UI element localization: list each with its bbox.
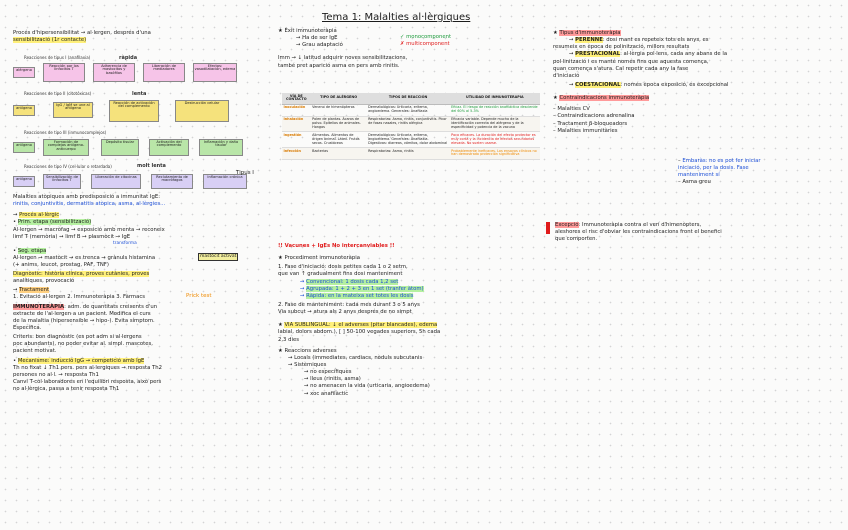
contra-1: – Malalties CV: [553, 106, 590, 113]
prim-line-1: Al·lergen → macròfag → exposició amb menta → reconeix: [13, 226, 165, 233]
table-header: TIPO DE ALÉRGENO: [311, 93, 367, 104]
contra-4: – Malalties immunitàries: [553, 127, 618, 134]
pre-line-1: → PRESTACIONAL: al·lèrgia pol·lens, cada any abans de la: [569, 51, 728, 58]
prick-test-note: Prick test: [186, 293, 212, 299]
intro-line-1: Procés d'hipersensibilitat → al·lergen, després d'una: [13, 30, 151, 36]
diagram-type-ii-note: lenta: [132, 91, 147, 97]
fase1-line-1: 1. Fase d'iniciació: dosis petites cada 1 o 2 setm,: [278, 264, 408, 271]
table-header: VÍA DE CONTACTO: [282, 93, 311, 104]
exception-block: [555, 222, 835, 243]
immuno-line-1: IMMUNOTERÀPIA: adm. de quantitats creixents d'un: [13, 303, 158, 310]
prim-label: transforma: [113, 240, 137, 246]
exit-line-2: → Grau adaptació: [296, 42, 343, 49]
table-cell: Inoculación: [282, 104, 311, 116]
tipus-note: Tipus I: [236, 170, 254, 176]
asma-line: – Asma greu: [678, 179, 711, 186]
mec-line-2: Th no fixat ↓ Th1 pers. pers al·lergiques → resposta Th2: [13, 364, 162, 371]
tipus-title: ★ Tipus d'immunoteràpia: [553, 30, 621, 36]
pre-line-2: pol·linització i es manté només fins que aquesta comença,: [553, 58, 709, 65]
diagram-box: Destrucción celular: [175, 100, 229, 122]
exit-title: ★ Èxit immunoteràpia: [278, 28, 337, 34]
mastocit-activat-box: mastòcit activat: [198, 253, 238, 261]
diagram-type-i-note: ràpida: [119, 55, 138, 61]
mono-multi: [400, 34, 451, 48]
atopia-line-2: rinitis, conjuntivitis, dermatitis atòpica, asma, al·lèrgies...: [13, 201, 166, 208]
exit-line-1: → Ha de ser IgE: [296, 35, 338, 42]
immm-line-1: Imm → ↓ latitud adquirir noves sensibilitzacions,: [278, 55, 408, 62]
diagram-box: antígeno: [13, 142, 35, 153]
mec-line-1: • Mecanisme: inducció IgG → competició amb IgE: [13, 357, 145, 364]
mec-line-4: Canvi T-col·laboradores en l'equilibri resposta, això pers: [13, 379, 162, 386]
contra-2: – Contraindicacions adrenalina: [553, 113, 635, 120]
pre-line-3: quan comença s'atura. Cal repetir cada any la fase: [553, 65, 689, 72]
diagram-type-iv-note: molt lenta: [137, 163, 166, 169]
diagram-type-i-title: Reacciones de tipus I (anafilaxia): [24, 55, 91, 60]
diag-line-2: analítiques, provocació: [13, 278, 75, 285]
table-row: [282, 104, 540, 116]
diagram-box: Liberación de mediadores: [143, 63, 185, 82]
diag-line-1: Diagnòstic: història clínica, proves cutànies, proves: [13, 271, 150, 278]
table-cell: Ingestión: [282, 132, 311, 148]
diagram-box: Sensibilización de linfocitos T: [43, 174, 81, 189]
table-cell: Inhalación: [282, 116, 311, 132]
tract-title: → Tractament: [13, 287, 50, 294]
co-line: → COESTACIONAL: només època exposició, és excepcional: [569, 81, 729, 88]
diagram-type-ii: [13, 100, 263, 122]
table-header-row: [282, 93, 540, 104]
diagram-type-iv-title: Reacciones de tipo IV (cel·lular o retardada): [24, 164, 112, 169]
immuno-line-4: Específica.: [13, 325, 42, 332]
intro-line-2: sensibilització (1r contacte): [13, 37, 87, 44]
middle-bottom: [278, 243, 548, 398]
table-header: TIPOS DE REACCIÓN: [367, 93, 450, 104]
table-cell: Probablemente ineficaces. Los ensayos clínicos no han demostrado protección significativa: [450, 148, 540, 160]
table-cell: Respiratorias: Asma, rinitis: [367, 148, 450, 160]
right-column: [553, 30, 833, 135]
diagram-box: alérgeno: [13, 67, 35, 78]
pre-line-4: d'iniciació: [553, 72, 580, 79]
table-row: [282, 116, 540, 132]
diagram-box: IgG / IgM se une al antígeno: [53, 102, 93, 118]
exc-line-3: que comporten.: [555, 236, 598, 243]
sub-line-1: ★ VIA SUBLINGUAL: ↓ el adverses (pitar blancades), edema: [278, 322, 438, 329]
contra-3: – Tractament β-bloqueadors: [553, 120, 628, 127]
table-cell: Veneno de himenópteros: [311, 104, 367, 116]
conv-line: → Convencional: 1 dosis cada 1,2 set: [300, 278, 399, 285]
table-cell: Dermatológicas: Urticaria, eritema, angioedema. Generales: Anafilaxia. Digestivas: diarreas, vómitos, dolor abdominal: [367, 132, 450, 148]
table-row: [282, 132, 540, 148]
diagram-box: Reacción de activación del complemento: [109, 100, 159, 122]
diagram-box: antígeno: [13, 105, 35, 116]
left-column: [13, 30, 273, 44]
table-cell: Eficaz. El riesgo de reacción anafiláctica desciende del 60% al 5-3%: [450, 104, 540, 116]
diagram-box: Inflamación y daño tisular: [199, 139, 243, 156]
embaras-line-2: iniciació, per la dosis. Fase: [678, 165, 749, 172]
table-header: UTILIDAD DE INMUNOTERAPIA: [450, 93, 540, 104]
immuno-line-3: de la malaltia (hipersensible → hipo-). Evita símptom.: [13, 317, 155, 324]
diagram-box: Activación del complemento: [149, 139, 189, 156]
table-row: [282, 148, 540, 160]
table-cell: Dermatológicas: Urticaria, eritema, angioedema. Generales: Anafilaxia: [367, 104, 450, 116]
mec-line-5: no al·lèrgica, passa a tenir resposta Th1: [13, 386, 120, 393]
prim-line-2: limf T (memòria) → limf B → plasmòcit → IgE: [13, 233, 131, 240]
diagram-box: Liberación de citocinas: [91, 174, 141, 189]
fase1-line-2: que van ↑ gradualment fins dosi manteniment: [278, 271, 403, 278]
seg-title: • Seg. etapa: [13, 247, 47, 254]
immuno-line-2: extracte de l'al·lergen a un pacient. Modifica el curs: [13, 310, 151, 317]
contra-title: ★ Contraindicacions immunoteràpia: [553, 95, 650, 102]
table-cell: Infección: [282, 148, 311, 160]
diagram-type-iii-title: Reacciones de tipo III (inmunocomplejos): [24, 130, 107, 135]
exception-mark: [546, 222, 550, 234]
mono-label: ✓ monocomponent: [400, 34, 452, 40]
table-cell: Polen de plantas. Ácaros de polvo. Epitelios de animales. Hongos: [311, 116, 367, 132]
mec-line-3: persones no al·l. → resposta Th1: [13, 371, 99, 378]
reac-line-1: → Locals (immediates, cardiacs, nòduls subcutanis: [288, 354, 423, 361]
diagram-type-ii-title: Reacciones de tipo II (citotóxicas): [24, 91, 92, 96]
crit-line-1: Criteris: bon diagnòstic (es pot adm si al·lergens: [13, 334, 142, 341]
exc-line-1: Excepció: Immunoteràpia contra el verí d'himenòpters,: [555, 222, 702, 228]
page-title: Tema 1: Malalties al·lèrgiques: [322, 12, 471, 23]
table-cell: Alimentos. Alimentos de origen animal. Látex. Frutos secos. Crustáceos: [311, 132, 367, 148]
diagram-box: Adherencia de mastocitos y basófilos: [93, 63, 135, 82]
per-line-2: resumeix en època de polinització, millors resultats: [553, 44, 690, 51]
reac-line-5: → no amenacen la vida (urticaria, angioedema): [304, 383, 430, 390]
exc-line-2: aleshores el risc d'obviar les contraindicacions front el benefici: [555, 229, 722, 236]
rapida-line: → Ràpida: en la mateixa set totes les dosis: [300, 292, 414, 299]
crit-line-2: poc abundants), no poder evitar al. simpl. mascotes,: [13, 341, 153, 348]
reac-line-3: → no específiques: [304, 369, 352, 376]
table-cell: Eficacia variable. Depende mucho de la identificación correcta del alérgeno y de la especificidad y potencia de la vacuna: [450, 116, 540, 132]
seg-line-1: Al·lergen → mastòcit → es trenca → grànuls histamina: [13, 254, 156, 261]
immunotherapy-table: [282, 93, 540, 160]
sub-line-3: 2,3 dies: [278, 336, 299, 343]
multi-label: ✗ multicomponent: [400, 41, 450, 48]
diagram-box: antígeno: [13, 176, 35, 187]
immm-line-2: també pret aparició asma en pers amb rinitis.: [278, 62, 400, 69]
seg-line-2: (+ anims, leucot, prostag, PAF, TNF): [13, 261, 109, 268]
tract-line: 1. Evitació al·lergen 2. Immunoteràpia 3. Fàrmacs: [13, 294, 146, 301]
diagram-type-iii: [13, 139, 263, 157]
atopia-line-1: Malalties atòpiques amb predisposició a immunitat IgE:: [13, 194, 160, 200]
fase2-line-1: 2. Fase de manteniment: cada mes durant 3 o 5 anys: [278, 301, 420, 308]
agrup-line: → Agrupada: 1 + 2 + 3 en 1 set (tranfer àtom): [300, 285, 424, 292]
diagram-box: Inflamación crónica: [203, 174, 247, 189]
per-line-1: → PERENNE: dosi mant es repeteix tots els anys, es: [569, 37, 709, 44]
diagram-box: Depósito tisular: [101, 139, 139, 156]
reac-title: ★ Reaccions adverses: [278, 347, 337, 354]
diagram-box: Reacción por los linfocitos T: [43, 63, 85, 82]
proces-title: → Procés al·lèrgic: [13, 212, 60, 219]
contra-right: [678, 158, 828, 187]
table-cell: Bacterias: [311, 148, 367, 160]
crit-line-3: pacient motivat.: [13, 348, 57, 355]
sub-line-2: labial, dolors abdom.), [ ] 50-100 vegades superiors, 5h cada: [278, 329, 441, 336]
diagram-box: Formación de complejos antígeno-anticuerpo: [43, 139, 89, 156]
reac-line-6: → xoc anafilàctic: [304, 390, 349, 397]
proc-title: ★ Procediment immunoteràpia: [278, 255, 360, 262]
embaras-line-1: – Embaràs: no es pot fer iniciar: [678, 158, 761, 164]
reac-line-4: → lleus (rinitis, asma): [304, 376, 361, 383]
diagram-type-i: [13, 63, 263, 83]
diagram-type-iv: [13, 174, 263, 190]
table-cell: Poco eficaces. La duración del efecto protector es muy corta y la incidencia de efectos secundarios elevada. No suelen usarse.: [450, 132, 540, 148]
fase2-line-2: Via subcut → atura als 2 anys després de no simpt: [278, 309, 412, 316]
warning-vaccines: !! Vacunes + IgEs No intercanviables !!: [278, 243, 395, 249]
diagram-box: Reclutamiento de macrófagos: [151, 174, 193, 189]
embaras-line-3: manteniment sí: [678, 172, 720, 179]
left-lower: [13, 194, 275, 393]
reac-line-2: → Sistèmiques: [288, 361, 327, 368]
table-cell: Respiratorias: Asma, rinitis, conjuntivitis. Picor de fosas nasales, rinitis alérgica: [367, 116, 450, 132]
prim-title: • Prim. etapa (sensibilització): [13, 219, 92, 226]
diagram-box: Efectos: vasodilatación, edema: [193, 63, 237, 82]
